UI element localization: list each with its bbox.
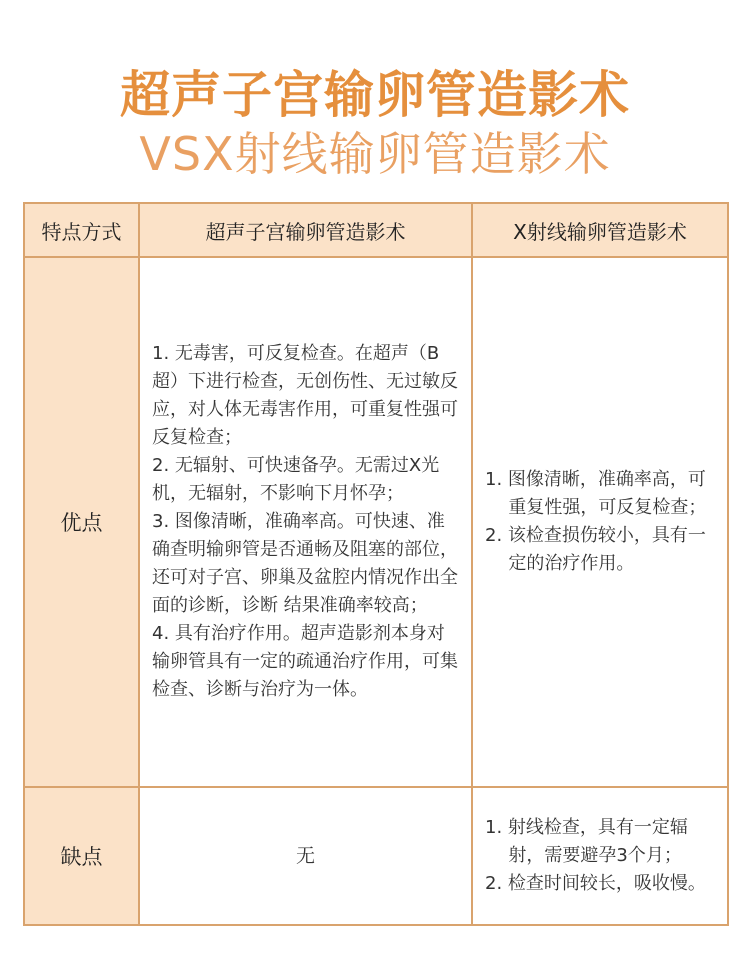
page-subtitle: VSX射线输卵管造影术: [139, 127, 611, 181]
table-row-advantages: [24, 257, 728, 787]
row-label-disadvantages: 缺点: [24, 787, 139, 925]
page-title: 超声子宫输卵管造影术: [120, 66, 630, 124]
list-item: 1. 图像清晰，准确率高，可重复性强，可反复检查；: [485, 469, 707, 518]
disadvantages-xray-cell: [472, 787, 728, 925]
advantages-ultrasound-cell: [139, 257, 472, 787]
disadvantages-ultrasound-cell: 无: [139, 787, 472, 925]
table-row-disadvantages: [24, 787, 728, 925]
list-item: 1. 射线检查，具有一定辐射，需要避孕3个月；: [485, 817, 688, 866]
list-item: 2. 检查时间较长，吸收慢。: [485, 873, 706, 894]
header-ultrasound: 超声子宫输卵管造影术: [139, 203, 472, 257]
list-item: 3. 图像清晰，准确率高。可快速、准确查明输卵管是否通畅及阻塞的部位，还可对子宫、卵巢及盆腔内情况作出全面的诊断，诊断 结果准确率较高；: [152, 511, 458, 616]
list-item: 1. 无毒害，可反复检查。在超声（B超）下进行检查，无创伤性、无过敏反应，对人体无毒害作用，可重复性强可反复检查；: [152, 343, 458, 448]
row-label-advantages: 优点: [24, 257, 139, 787]
advantages-xray-cell: [472, 257, 728, 787]
header-xray: X射线输卵管造影术: [472, 203, 728, 257]
list-item: 4. 具有治疗作用。超声造影剂本身对输卵管具有一定的疏通治疗作用，可集检查、诊断与治疗为一体。: [152, 623, 458, 700]
header-feature: 特点方式: [24, 203, 139, 257]
table-header-row: [24, 203, 728, 257]
list-item: 2. 该检查损伤较小，具有一定的治疗作用。: [485, 525, 706, 574]
comparison-table: [23, 202, 729, 926]
list-item: 2. 无辐射、可快速备孕。无需过X光机，无辐射，不影响下月怀孕；: [152, 455, 440, 504]
